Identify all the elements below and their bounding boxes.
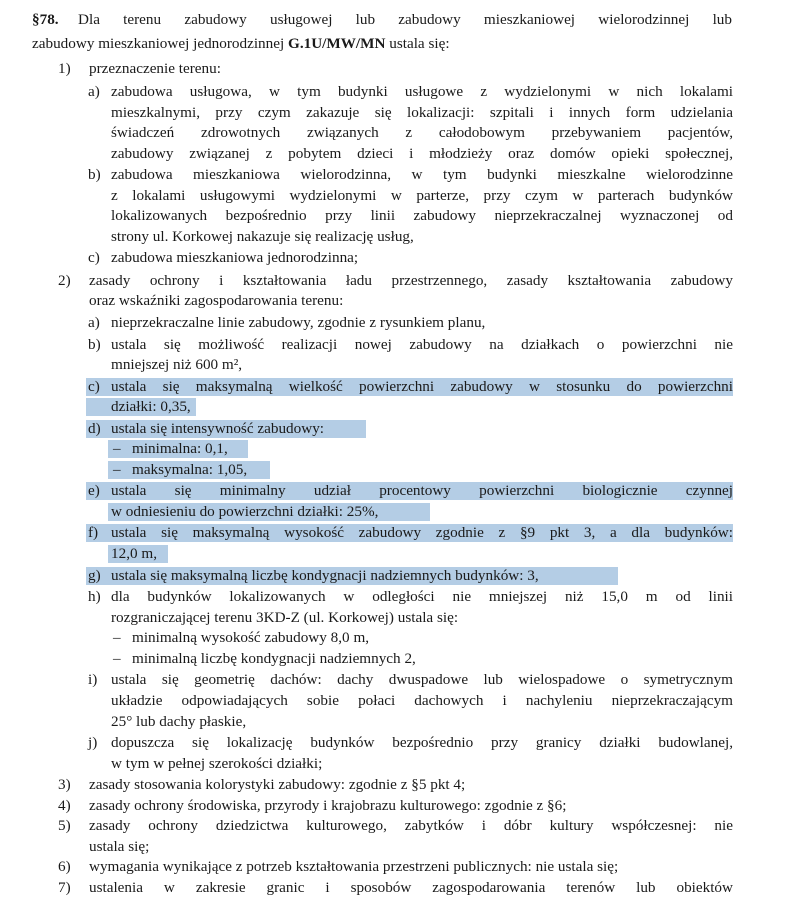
zone-symbol: G.1U/MW/MN xyxy=(288,35,386,52)
list-item-5: 5) zasady ochrony dziedzictwa kulturowego, zabytków i dóbr kultury współczesnej: nie xyxy=(58,817,733,835)
list-item-1a: a) zabudowa usługowa, w tym budynki usługowe z wydzielonymi w nich lokalami xyxy=(88,82,733,100)
list-item-2a: a) nieprzekraczalne linie zabudowy, zgodnie z rysunkiem planu, xyxy=(88,313,486,331)
section-intro-cont: zabudowy mieszkaniowej jednorodzinnej xyxy=(32,35,285,52)
text-line: strony ul. Korkowej nakazuje się realizację usług, xyxy=(111,227,414,245)
list-item-2j: j) dopuszcza się lokalizację budynków bezpośrednio przy granicy działki budowlanej, xyxy=(88,734,733,751)
list-item-2f: f) ustala się maksymalną wysokość zabudowy zgodnie z §9 pkt 3, a dla budynków: xyxy=(88,524,733,542)
section-header-line xyxy=(0,10,787,29)
text-line: lokalizowanych bezpośrednio przy linii zabudowy nieprzekraczalnej wyznaczonej od xyxy=(111,207,733,225)
dash-item: – minimalną liczbę kondygnacji nadziemnych 2, xyxy=(113,649,416,667)
section-intro: Dla terenu zabudowy usługowej lub zabudowy mieszkaniowej wielorodzinnej lub xyxy=(78,11,732,28)
list-item-2i: i) ustala się geometrię dachów: dachy dwuspadowe lub wielospadowe o symetrycznym xyxy=(88,671,733,689)
text-line: w odniesieniu do powierzchni działki: 25%, xyxy=(0,502,787,521)
section-intro-end: ustala się: xyxy=(389,35,450,52)
text-line: 12,0 m, xyxy=(0,544,787,563)
list-item-2c: c) ustala się maksymalną wielkość powierzchni zabudowy w stosunku do powierzchni xyxy=(88,377,733,395)
section-number: §78. xyxy=(32,11,59,28)
text-line: ustala się; xyxy=(89,837,150,855)
text-line: rozgraniczającej terenu 3KD-Z (ul. Korkowej) ustala się: xyxy=(111,608,459,626)
list-item-2g: g) ustala się maksymalną liczbę kondygnacji nadziemnych budynków: 3, xyxy=(0,566,787,585)
list-item-1c: c) zabudowa mieszkaniowa jednorodzinna; xyxy=(88,249,359,267)
section-header-line xyxy=(0,34,787,53)
list-item-1: 1) przeznaczenie terenu: xyxy=(58,60,221,77)
dash-item: – maksymalna: 1,05, xyxy=(0,460,787,479)
text-line: układzie odpowiadających sobie połaci dachowych i nachyleniu nieprzekraczającym xyxy=(111,691,733,709)
list-item-4: 4) zasady ochrony środowiska, przyrody i krajobrazu kulturowego: zgodnie z §6; xyxy=(58,796,567,814)
list-item-1b: b) zabudowa mieszkaniowa wielorodzinna, w tym budynki mieszkalne wielorodzinne xyxy=(88,166,733,184)
list-item-2h: h) dla budynków lokalizowanych w odległości nie mniejszej niż 15,0 m od linii xyxy=(88,588,733,606)
text-line: w tym w pełnej szerokości działki; xyxy=(111,754,323,772)
text-line: mieszkalnymi, przy czym zakazuje się lokalizacji: szpitali i innych form udzielania xyxy=(111,103,733,121)
list-item-2b: b) ustala się możliwość realizacji nowej zabudowy na działkach o powierzchni nie xyxy=(88,335,733,353)
list-item-2d: d) ustala się intensywność zabudowy: xyxy=(0,419,787,438)
dash-item: – minimalną wysokość zabudowy 8,0 m, xyxy=(113,629,370,647)
text-line: 25° lub dachy płaskie, xyxy=(111,712,247,730)
list-item-3: 3) zasady stosowania kolorystyki zabudowy: zgodnie z §5 pkt 4; xyxy=(58,776,466,794)
text-line: mniejszej niż 600 m², xyxy=(111,356,243,373)
list-item-6: 6) wymagania wynikające z potrzeb kształtowania przestrzeni publicznych: nie ustala się; xyxy=(58,858,619,876)
list-item-7: 7) ustalenia w zakresie granic i sposobów zagospodarowania terenów lub obiektów xyxy=(58,879,733,896)
list-item-2e: e) ustala się minimalny udział procentowy powierzchni biologicznie czynnej xyxy=(88,482,733,500)
text-line: z lokalami usługowymi wydzielonymi w parterze, przy czym w parterach budynków xyxy=(111,186,733,204)
text-line: oraz wskaźniki zagospodarowania terenu: xyxy=(89,292,344,310)
text-line: działki: 0,35, xyxy=(0,397,787,416)
text-line: świadczeń zdrowotnych związanych z całodobowym przebywaniem pacjentów, xyxy=(111,124,733,141)
dash-item: – minimalna: 0,1, xyxy=(0,439,787,458)
list-item-2: 2) zasady ochrony i kształtowania ładu przestrzennego, zasady kształtowania zabudowy xyxy=(58,271,733,289)
text-line: zabudowy związanej z pobytem dzieci i młodzieży oraz domów opieki społecznej, xyxy=(111,144,733,162)
